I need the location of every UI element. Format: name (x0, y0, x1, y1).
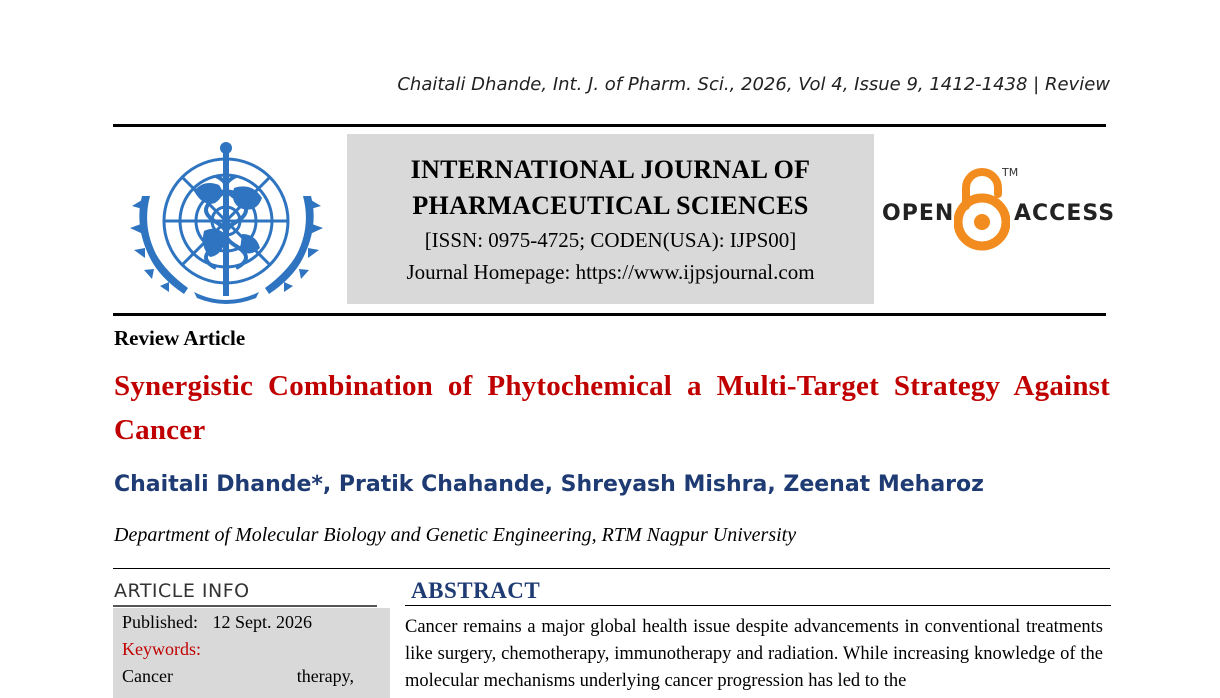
abstract-rule (405, 605, 1111, 606)
abstract-heading: ABSTRACT (411, 578, 541, 603)
journal-masthead (347, 134, 874, 304)
article-type: Review Article (114, 326, 246, 350)
keywords-row (122, 666, 354, 687)
keyword-word: Cancer (122, 666, 173, 686)
journal-issn: [ISSN: 0975-4725; CODEN(USA): IJPS00] (424, 228, 797, 252)
open-access-open-text: OPEN (882, 201, 955, 226)
trademark-mark: TM (1002, 166, 1019, 179)
article-authors: Chaitali Dhande*, Pratik Chahande, Shreyash Mishra, Zeenat Meharoz (114, 472, 984, 497)
open-access-access-text: ACCESS (1014, 201, 1116, 226)
masthead-divider (113, 313, 1106, 316)
header-divider (113, 124, 1106, 127)
citation-line: Chaitali Dhande, Int. J. of Pharm. Sci., 2026, Vol 4, Issue 9, 1412-1438 | Review (397, 74, 1110, 95)
article-info-rule (113, 605, 377, 607)
keyword-word: therapy, (296, 666, 354, 686)
journal-title (347, 152, 874, 224)
journal-emblem-logo (124, 136, 329, 306)
keywords-label: Keywords: (122, 639, 201, 659)
author-affiliation: Department of Molecular Biology and Genetic Engineering, RTM Nagpur University (114, 524, 797, 546)
article-info-heading: ARTICLE INFO (114, 580, 250, 602)
section-divider (113, 568, 1110, 569)
journal-title-line2: PHARMACEUTICAL SCIENCES (412, 191, 809, 220)
open-access-logo (882, 164, 1116, 254)
journal-homepage: Journal Homepage: https://www.ijpsjournal.com (406, 260, 815, 284)
published-row (122, 612, 312, 633)
article-title: Synergistic Combination of Phytochemical a Multi-Target Strategy Against Cancer (114, 370, 1110, 446)
published-date: 12 Sept. 2026 (212, 612, 313, 632)
published-label: Published: (122, 612, 199, 632)
article-info-panel (113, 608, 390, 698)
abstract-text: Cancer remains a major global health issue despite advancements in conventional treatments like surgery, chemotherapy, immunotherapy and radiation. While increasing knowledge of the molecular mechanisms underlying cancer progression has led to the (405, 617, 1103, 691)
journal-title-line1: INTERNATIONAL JOURNAL OF (410, 155, 811, 184)
